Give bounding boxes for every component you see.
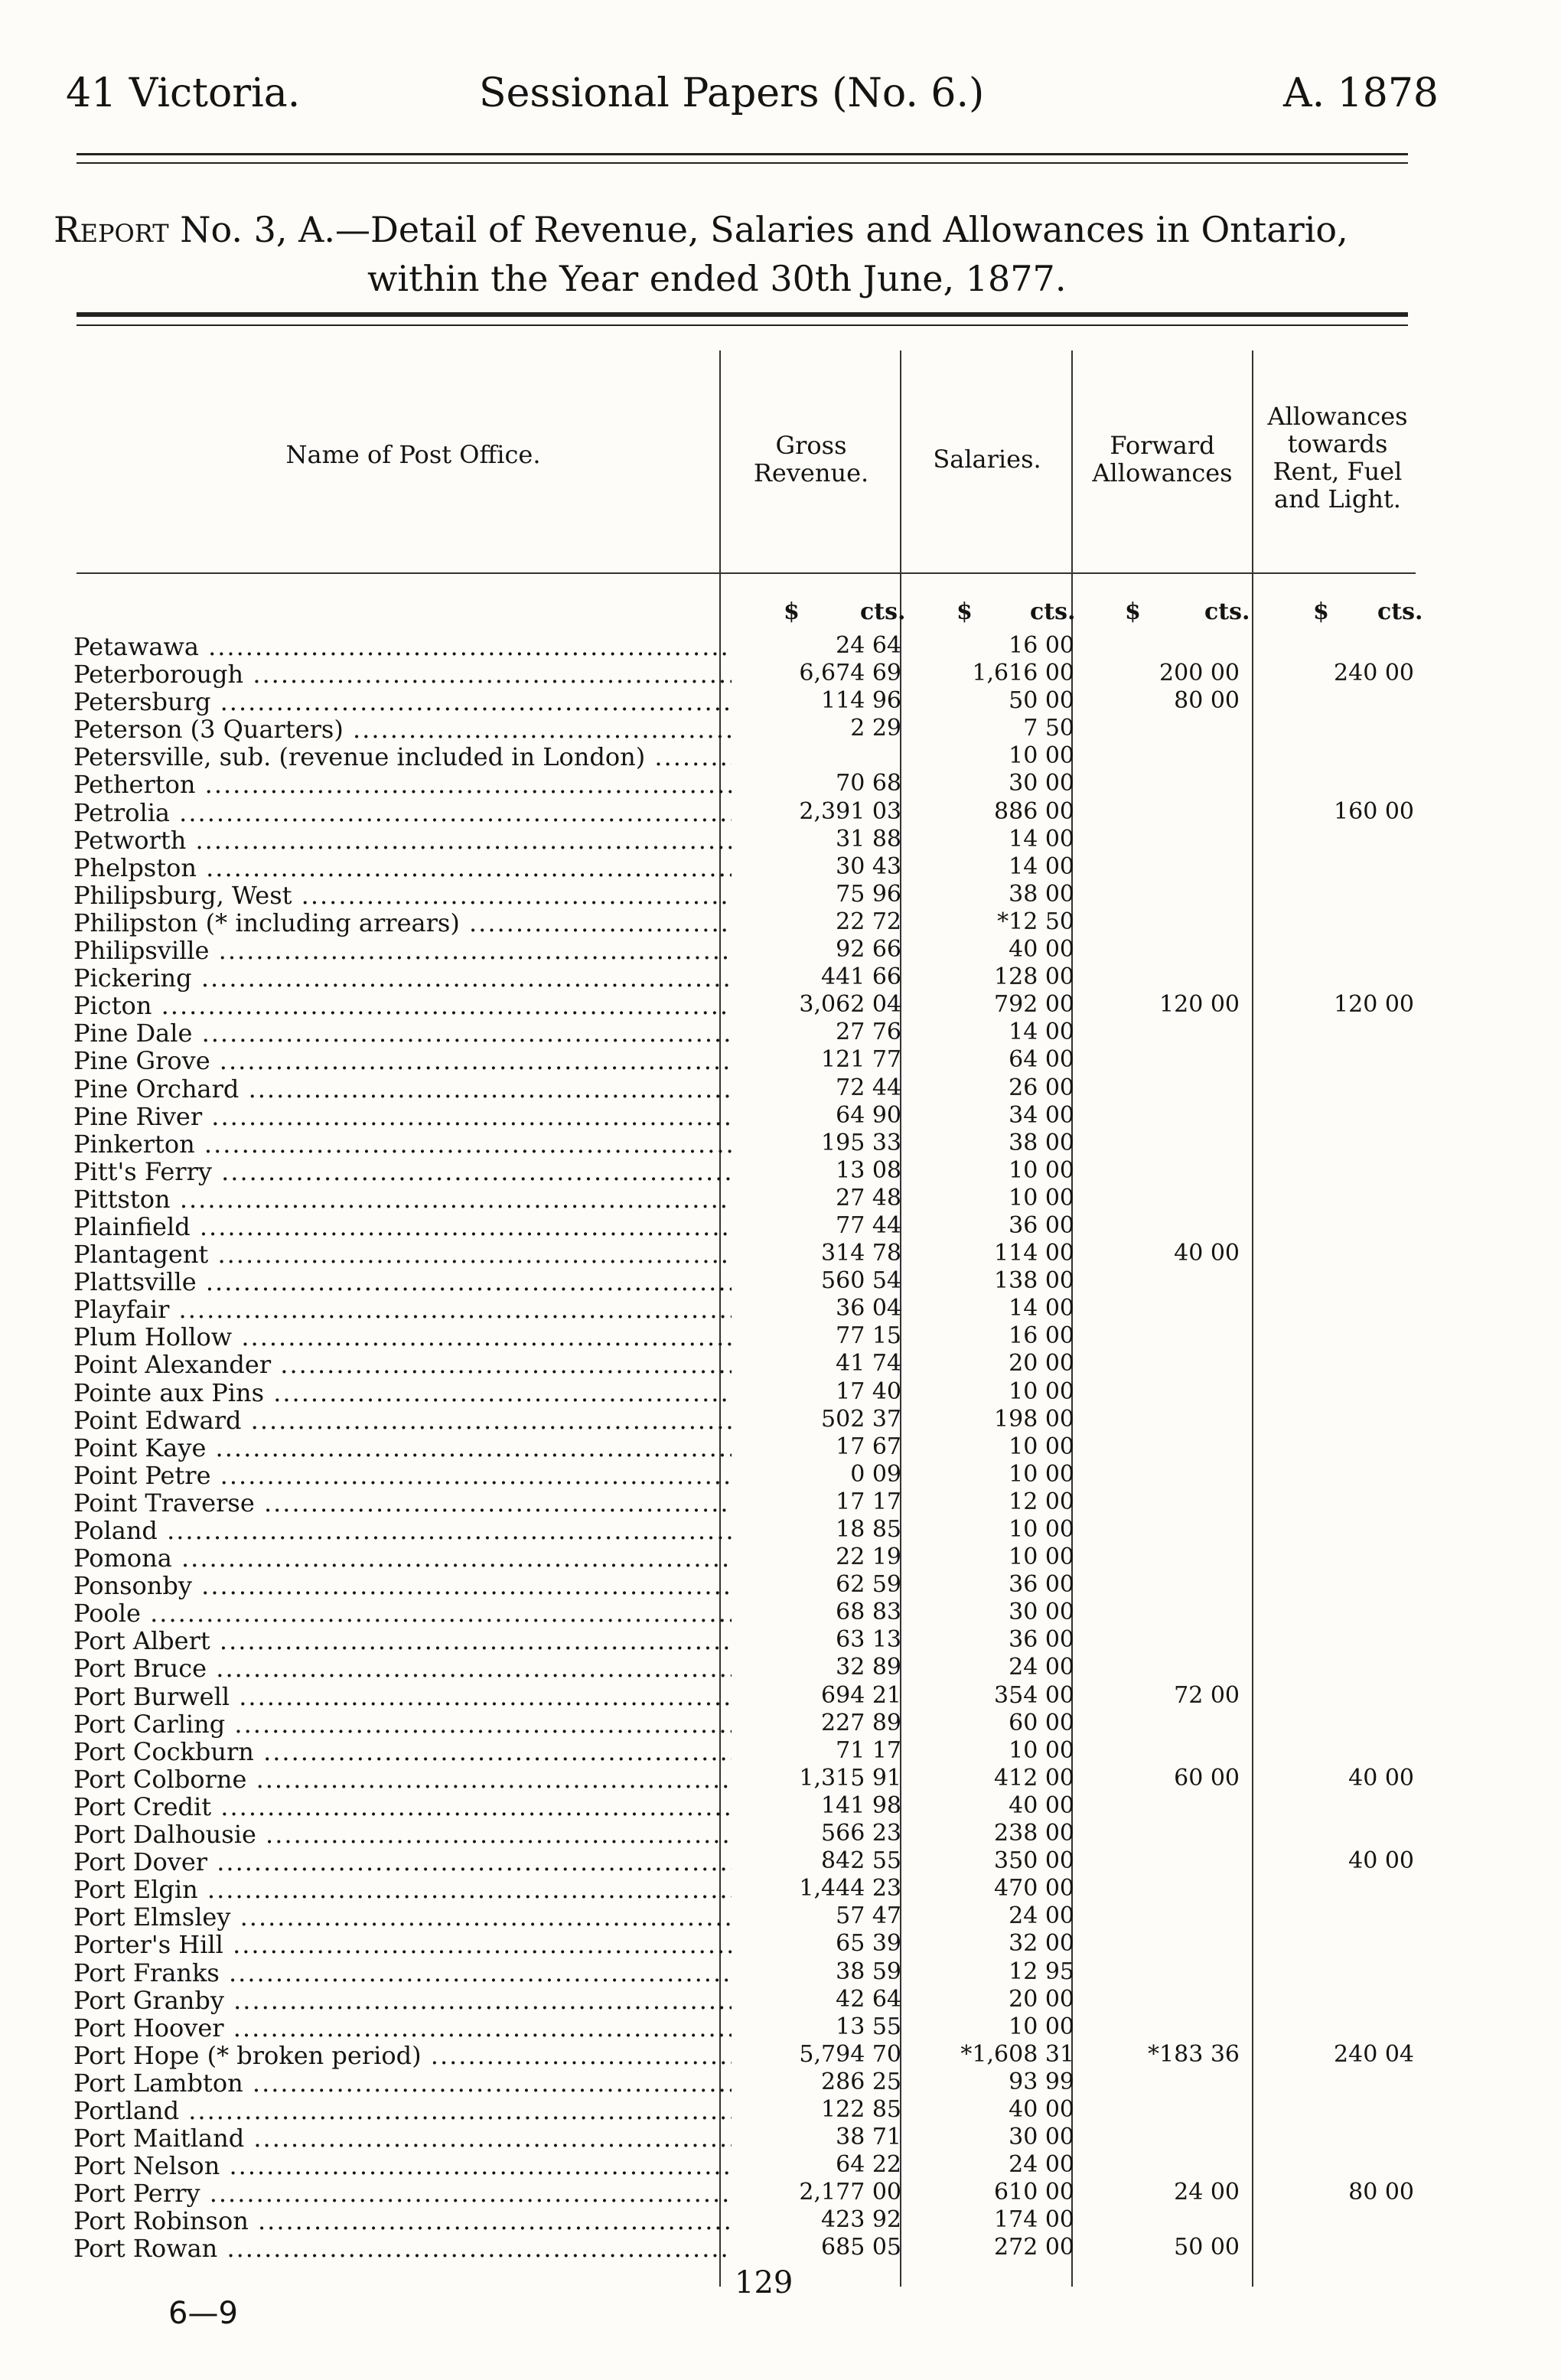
salaries: 30 00 bbox=[1009, 2124, 1074, 2151]
salaries: 30 00 bbox=[1009, 1599, 1074, 1626]
table-row bbox=[0, 2041, 1561, 2069]
post-office-name: Poland ..... bbox=[73, 1516, 732, 1545]
table-row bbox=[0, 715, 1561, 745]
post-office-name: Plainfield ..... bbox=[73, 1212, 732, 1241]
post-office-name: Plantagent ..... bbox=[73, 1240, 732, 1269]
report-label: Report bbox=[54, 209, 169, 250]
col-head-gross bbox=[727, 432, 895, 487]
post-office-name: Port Robinson ..... bbox=[73, 2206, 732, 2235]
salaries: 14 00 bbox=[1009, 1019, 1074, 1046]
table-row bbox=[0, 826, 1561, 853]
table-row bbox=[0, 1682, 1561, 1710]
post-office-name: Port Bruce ..... bbox=[73, 1654, 732, 1683]
gross-revenue: 92 66 bbox=[836, 936, 901, 963]
table-row bbox=[0, 742, 1561, 770]
salaries: 10 00 bbox=[1009, 742, 1074, 770]
post-office-name: Petersville, sub. (revenue included in London) ..... bbox=[73, 742, 732, 771]
salaries: 470 00 bbox=[994, 1875, 1074, 1902]
salaries: 36 00 bbox=[1009, 1211, 1074, 1239]
post-office-name: Ponsonby ..... bbox=[73, 1571, 732, 1600]
salaries: *1,608 31 bbox=[960, 2040, 1074, 2068]
table-row bbox=[0, 991, 1561, 1019]
rent-fuel-allowances: 40 00 bbox=[1348, 1847, 1414, 1875]
table-row bbox=[0, 1406, 1561, 1433]
salaries: 10 00 bbox=[1009, 1460, 1074, 1488]
salaries: 138 00 bbox=[994, 1267, 1074, 1295]
table-row bbox=[0, 2096, 1561, 2124]
gross-revenue: 1,444 23 bbox=[799, 1875, 901, 1902]
table-row bbox=[0, 632, 1561, 660]
table-row bbox=[0, 963, 1561, 991]
post-office-name: Point Alexander ..... bbox=[73, 1350, 732, 1379]
salaries: 350 00 bbox=[994, 1847, 1074, 1875]
salaries: 1,616 00 bbox=[972, 660, 1074, 687]
gross-revenue: 63 13 bbox=[836, 1626, 901, 1654]
table-row bbox=[0, 936, 1561, 966]
rent-fuel-allowances: 240 00 bbox=[1334, 660, 1414, 687]
table-row bbox=[0, 1765, 1561, 1792]
forward-allowances: 60 00 bbox=[1174, 1764, 1240, 1792]
report-title bbox=[54, 205, 1416, 303]
post-office-name: Poole ..... bbox=[73, 1599, 732, 1628]
gross-revenue: 2,391 03 bbox=[799, 797, 901, 825]
table-row bbox=[0, 1350, 1561, 1380]
table-row bbox=[0, 1267, 1561, 1295]
unit-dollar-allow: $ bbox=[1313, 598, 1329, 625]
forward-allowances: 120 00 bbox=[1159, 991, 1240, 1019]
post-office-name: Plum Hollow ..... bbox=[73, 1322, 732, 1351]
gross-revenue: 41 74 bbox=[836, 1350, 901, 1377]
table-row bbox=[0, 1571, 1561, 1599]
forward-allowances: *183 36 bbox=[1148, 2040, 1240, 2068]
table-row bbox=[0, 1737, 1561, 1765]
col-head-allow-4: and Light. bbox=[1274, 484, 1401, 513]
rent-fuel-allowances: 160 00 bbox=[1334, 797, 1414, 825]
salaries: 238 00 bbox=[994, 1820, 1074, 1847]
post-office-name: Port Dalhousie ..... bbox=[73, 1820, 732, 1849]
post-office-name: Port Hope (* broken period) ..... bbox=[73, 2041, 732, 2070]
forward-allowances: 200 00 bbox=[1159, 660, 1240, 687]
gross-revenue: 77 44 bbox=[836, 1211, 901, 1239]
salaries: 32 00 bbox=[1009, 1930, 1074, 1958]
post-office-name: Pine Orchard ..... bbox=[73, 1074, 732, 1104]
post-office-name: Port Colborne ..... bbox=[73, 1765, 732, 1794]
salaries: 60 00 bbox=[1009, 1709, 1074, 1736]
salaries: 10 00 bbox=[1009, 2013, 1074, 2040]
header-rule bbox=[77, 153, 1408, 155]
unit-dollar-forward: $ bbox=[1125, 598, 1141, 625]
forward-allowances: 40 00 bbox=[1174, 1240, 1240, 1267]
gross-revenue: 13 08 bbox=[836, 1156, 901, 1184]
post-office-name: Petherton ..... bbox=[73, 770, 732, 799]
salaries: 10 00 bbox=[1009, 1377, 1074, 1405]
gross-revenue: 2,177 00 bbox=[799, 2179, 901, 2206]
salaries: 50 00 bbox=[1009, 687, 1074, 715]
post-office-name: Pinkerton ..... bbox=[73, 1130, 732, 1159]
salaries: 10 00 bbox=[1009, 1516, 1074, 1543]
unit-dollar-salaries: $ bbox=[956, 598, 973, 625]
salaries: 40 00 bbox=[1009, 936, 1074, 963]
table-row bbox=[0, 881, 1561, 908]
gross-revenue: 13 55 bbox=[836, 2013, 901, 2040]
table-row bbox=[0, 1958, 1561, 1986]
gross-revenue: 685 05 bbox=[821, 2234, 901, 2261]
salaries: 12 00 bbox=[1009, 1488, 1074, 1515]
gross-revenue: 57 47 bbox=[836, 1902, 901, 1930]
salaries: 93 99 bbox=[1009, 2068, 1074, 2095]
gross-revenue: 71 17 bbox=[836, 1736, 901, 1764]
post-office-name: Port Maitland ..... bbox=[73, 2124, 732, 2153]
table-row bbox=[0, 1019, 1561, 1046]
gross-revenue: 6,674 69 bbox=[799, 660, 901, 687]
col-head-allow-1: Allowances bbox=[1267, 402, 1408, 431]
salaries: 16 00 bbox=[1009, 632, 1074, 659]
post-office-name: Phelpston ..... bbox=[73, 853, 732, 882]
gross-revenue: 24 64 bbox=[836, 632, 901, 659]
post-office-name: Petworth ..... bbox=[73, 826, 732, 855]
salaries: 38 00 bbox=[1009, 1129, 1074, 1156]
col-head-forward-2: Allowances bbox=[1092, 458, 1233, 487]
header-bottom-rule bbox=[77, 572, 1416, 574]
gross-revenue: 227 89 bbox=[821, 1709, 901, 1736]
header-session: 41 Victoria. bbox=[66, 70, 301, 116]
table-row bbox=[0, 2013, 1561, 2041]
rent-fuel-allowances: 240 04 bbox=[1334, 2040, 1414, 2068]
post-office-name: Philipston (* including arrears) ..... bbox=[73, 908, 732, 937]
salaries: 10 00 bbox=[1009, 1156, 1074, 1184]
title-rule bbox=[77, 312, 1408, 317]
post-office-name: Pitt's Ferry ..... bbox=[73, 1157, 732, 1186]
table-row bbox=[0, 798, 1561, 826]
unit-cts-salaries: cts. bbox=[1030, 598, 1076, 625]
col-head-allow-3: Rent, Fuel bbox=[1273, 457, 1403, 486]
post-office-name: Port Carling ..... bbox=[73, 1710, 732, 1739]
gross-revenue: 36 04 bbox=[836, 1295, 901, 1322]
col-head-allowances bbox=[1253, 403, 1422, 513]
header-year: A. 1878 bbox=[1283, 70, 1439, 116]
table-row bbox=[0, 1599, 1561, 1629]
post-office-name: Petrolia ..... bbox=[73, 798, 732, 827]
post-office-name: Port Albert ..... bbox=[73, 1626, 732, 1655]
forward-allowances: 24 00 bbox=[1174, 2179, 1240, 2206]
table-row bbox=[0, 1378, 1561, 1406]
gross-revenue: 17 40 bbox=[836, 1377, 901, 1405]
gross-revenue: 38 59 bbox=[836, 1958, 901, 1985]
salaries: 114 00 bbox=[994, 1240, 1074, 1267]
gross-revenue: 121 77 bbox=[821, 1046, 901, 1074]
salaries: 40 00 bbox=[1009, 1792, 1074, 1819]
post-office-name: Philipsville ..... bbox=[73, 936, 732, 965]
salaries: 128 00 bbox=[994, 963, 1074, 991]
gross-revenue: 114 96 bbox=[821, 687, 901, 715]
table-row bbox=[0, 1157, 1561, 1185]
gross-revenue: 64 90 bbox=[836, 1101, 901, 1129]
gross-revenue: 441 66 bbox=[821, 963, 901, 991]
col-head-forward-1: Forward bbox=[1110, 431, 1215, 460]
table-row bbox=[0, 2179, 1561, 2209]
table-row bbox=[0, 1626, 1561, 1654]
post-office-name: Pomona ..... bbox=[73, 1544, 732, 1573]
table-row bbox=[0, 2151, 1561, 2179]
salaries: 412 00 bbox=[994, 1764, 1074, 1792]
post-office-name: Port Hoover ..... bbox=[73, 2013, 732, 2043]
gross-revenue: 423 92 bbox=[821, 2206, 901, 2234]
salaries: 354 00 bbox=[994, 1681, 1074, 1709]
forward-allowances: 72 00 bbox=[1174, 1681, 1240, 1709]
post-office-name: Port Elmsley ..... bbox=[73, 1902, 732, 1932]
post-office-name: Port Franks ..... bbox=[73, 1958, 732, 1987]
salaries: 20 00 bbox=[1009, 1350, 1074, 1377]
post-office-name: Port Credit ..... bbox=[73, 1792, 732, 1821]
table-row bbox=[0, 2069, 1561, 2096]
gross-revenue: 842 55 bbox=[821, 1847, 901, 1875]
post-office-name: Porter's Hill ..... bbox=[73, 1930, 732, 1959]
table-row bbox=[0, 1074, 1561, 1102]
header-papers: Sessional Papers (No. 6.) bbox=[479, 70, 985, 116]
forward-allowances: 80 00 bbox=[1174, 687, 1240, 715]
post-office-name: Peterson (3 Quarters) ..... bbox=[73, 715, 732, 744]
table-row bbox=[0, 1654, 1561, 1684]
gross-revenue: 32 89 bbox=[836, 1654, 901, 1681]
revenue-table bbox=[0, 350, 1561, 2310]
page-header bbox=[66, 70, 1439, 132]
title-rule-thin bbox=[77, 324, 1408, 326]
post-office-name: Point Edward ..... bbox=[73, 1406, 732, 1435]
table-body bbox=[0, 632, 1561, 2262]
salaries: 40 00 bbox=[1009, 2095, 1074, 2123]
table-row bbox=[0, 1792, 1561, 1820]
table-row bbox=[0, 687, 1561, 715]
header-rule-thin bbox=[77, 162, 1408, 164]
post-office-name: Port Perry ..... bbox=[73, 2179, 732, 2208]
gross-revenue: 195 33 bbox=[821, 1129, 901, 1156]
table-row bbox=[0, 1185, 1561, 1212]
gross-revenue: 72 44 bbox=[836, 1074, 901, 1101]
salaries: 24 00 bbox=[1009, 1654, 1074, 1681]
salaries: 610 00 bbox=[994, 2179, 1074, 2206]
gross-revenue: 286 25 bbox=[821, 2068, 901, 2095]
post-office-name: Port Dover ..... bbox=[73, 1847, 732, 1876]
gross-revenue: 70 68 bbox=[836, 770, 901, 797]
gross-revenue: 122 85 bbox=[821, 2095, 901, 2123]
salaries: 174 00 bbox=[994, 2206, 1074, 2234]
gross-revenue: 502 37 bbox=[821, 1405, 901, 1433]
gross-revenue: 31 88 bbox=[836, 825, 901, 853]
col-head-name: Name of Post Office. bbox=[285, 440, 541, 469]
gross-revenue: 30 43 bbox=[836, 853, 901, 880]
table-row bbox=[0, 2234, 1561, 2264]
col-head-salaries: Salaries. bbox=[933, 445, 1041, 474]
post-office-name: Pine Grove ..... bbox=[73, 1046, 732, 1075]
col-head-allow-2: towards bbox=[1287, 429, 1388, 458]
salaries: 10 00 bbox=[1009, 1736, 1074, 1764]
post-office-name: Port Rowan ..... bbox=[73, 2234, 732, 2263]
post-office-name: Port Nelson ..... bbox=[73, 2151, 732, 2180]
post-office-name: Pickering ..... bbox=[73, 963, 732, 993]
salaries: 36 00 bbox=[1009, 1571, 1074, 1599]
post-office-name: Pine River ..... bbox=[73, 1102, 732, 1131]
table-row bbox=[0, 1240, 1561, 1270]
table-row bbox=[0, 1488, 1561, 1516]
post-office-name: Port Granby ..... bbox=[73, 1986, 732, 2015]
gross-revenue: 77 15 bbox=[836, 1322, 901, 1350]
col-head-gross-1: Gross bbox=[775, 431, 847, 460]
unit-cts-forward: cts. bbox=[1204, 598, 1250, 625]
table-row bbox=[0, 1433, 1561, 1461]
page-number: 129 bbox=[735, 2265, 794, 2300]
salaries: 7 50 bbox=[1023, 715, 1074, 742]
table-row bbox=[0, 1902, 1561, 1930]
salaries: 30 00 bbox=[1009, 770, 1074, 797]
salaries: 24 00 bbox=[1009, 2151, 1074, 2179]
gross-revenue: 64 22 bbox=[836, 2151, 901, 2179]
table-row bbox=[0, 1930, 1561, 1958]
salaries: 14 00 bbox=[1009, 825, 1074, 853]
gross-revenue: 1,315 91 bbox=[799, 1764, 901, 1792]
post-office-name: Peterborough ..... bbox=[73, 660, 732, 689]
unit-cts-gross: cts. bbox=[860, 598, 906, 625]
post-office-name: Point Petre ..... bbox=[73, 1461, 732, 1490]
post-office-name: Playfair ..... bbox=[73, 1295, 732, 1324]
table-row bbox=[0, 1986, 1561, 2013]
salaries: 64 00 bbox=[1009, 1046, 1074, 1074]
table-row bbox=[0, 853, 1561, 881]
rent-fuel-allowances: 80 00 bbox=[1348, 2179, 1414, 2206]
rent-fuel-allowances: 40 00 bbox=[1348, 1764, 1414, 1792]
post-office-name: Philipsburg, West ..... bbox=[73, 881, 732, 910]
gross-revenue: 42 64 bbox=[836, 1985, 901, 2013]
gross-revenue: 2 29 bbox=[850, 715, 901, 742]
table-row bbox=[0, 1875, 1561, 1905]
salaries: 14 00 bbox=[1009, 1295, 1074, 1322]
table-row bbox=[0, 2206, 1561, 2234]
gross-revenue: 17 67 bbox=[836, 1433, 901, 1460]
table-row bbox=[0, 1322, 1561, 1350]
salaries: 36 00 bbox=[1009, 1626, 1074, 1654]
post-office-name: Petawawa ..... bbox=[73, 632, 732, 661]
table-row bbox=[0, 1295, 1561, 1325]
post-office-name: Port Elgin ..... bbox=[73, 1875, 732, 1904]
col-head-forward bbox=[1073, 432, 1252, 487]
salaries: 20 00 bbox=[1009, 1985, 1074, 2013]
gross-revenue: 27 48 bbox=[836, 1184, 901, 1211]
gross-revenue: 17 17 bbox=[836, 1488, 901, 1515]
post-office-name: Point Kaye ..... bbox=[73, 1433, 732, 1462]
post-office-name: Picton ..... bbox=[73, 991, 732, 1020]
gross-revenue: 566 23 bbox=[821, 1820, 901, 1847]
salaries: 272 00 bbox=[994, 2234, 1074, 2261]
gross-revenue: 0 09 bbox=[850, 1460, 901, 1488]
gross-revenue: 5,794 70 bbox=[799, 2040, 901, 2068]
table-row bbox=[0, 1461, 1561, 1488]
post-office-name: Plattsville ..... bbox=[73, 1267, 732, 1296]
table-row bbox=[0, 2124, 1561, 2151]
post-office-name: Port Burwell ..... bbox=[73, 1682, 732, 1711]
gross-revenue: 560 54 bbox=[821, 1267, 901, 1295]
gross-revenue: 3,062 04 bbox=[799, 991, 901, 1019]
table-row bbox=[0, 1847, 1561, 1875]
gross-revenue: 27 76 bbox=[836, 1019, 901, 1046]
rent-fuel-allowances: 120 00 bbox=[1334, 991, 1414, 1019]
gross-revenue: 141 98 bbox=[821, 1792, 901, 1819]
table-row bbox=[0, 1710, 1561, 1737]
report-title-line2: within the Year ended 30th June, 1877. bbox=[367, 258, 1067, 299]
table-row bbox=[0, 660, 1561, 690]
table-row bbox=[0, 1130, 1561, 1157]
salaries: 10 00 bbox=[1009, 1544, 1074, 1571]
post-office-name: Pittston ..... bbox=[73, 1185, 732, 1214]
unit-dollar-gross: $ bbox=[784, 598, 800, 625]
gross-revenue: 314 78 bbox=[821, 1240, 901, 1267]
gross-revenue: 22 19 bbox=[836, 1544, 901, 1571]
gross-revenue: 694 21 bbox=[821, 1681, 901, 1709]
table-row bbox=[0, 770, 1561, 800]
gross-revenue: 62 59 bbox=[836, 1571, 901, 1599]
salaries: *12 50 bbox=[997, 908, 1074, 935]
gross-revenue: 18 85 bbox=[836, 1516, 901, 1543]
salaries: 10 00 bbox=[1009, 1433, 1074, 1460]
post-office-name: Petersburg ..... bbox=[73, 687, 732, 716]
post-office-name: Port Cockburn ..... bbox=[73, 1737, 732, 1766]
post-office-name: Portland ..... bbox=[73, 2096, 732, 2125]
salaries: 198 00 bbox=[994, 1405, 1074, 1433]
table-row bbox=[0, 1102, 1561, 1130]
table-row bbox=[0, 1046, 1561, 1074]
table-row bbox=[0, 908, 1561, 936]
table-row bbox=[0, 1516, 1561, 1544]
post-office-name: Pointe aux Pins ..... bbox=[73, 1378, 732, 1407]
forward-allowances: 50 00 bbox=[1174, 2234, 1240, 2261]
table-row bbox=[0, 1212, 1561, 1240]
salaries: 14 00 bbox=[1009, 853, 1074, 880]
gross-revenue: 22 72 bbox=[836, 908, 901, 935]
salaries: 792 00 bbox=[994, 991, 1074, 1019]
salaries: 34 00 bbox=[1009, 1101, 1074, 1129]
post-office-name: Port Lambton ..... bbox=[73, 2069, 732, 2098]
gross-revenue: 65 39 bbox=[836, 1930, 901, 1958]
salaries: 38 00 bbox=[1009, 880, 1074, 908]
salaries: 16 00 bbox=[1009, 1322, 1074, 1350]
salaries: 26 00 bbox=[1009, 1074, 1074, 1101]
table-row bbox=[0, 1820, 1561, 1850]
gross-revenue: 75 96 bbox=[836, 880, 901, 908]
sheet-reference: 6—9 bbox=[168, 2296, 238, 2331]
unit-cts-allow: cts. bbox=[1377, 598, 1423, 625]
gross-revenue: 38 71 bbox=[836, 2124, 901, 2151]
salaries: 12 95 bbox=[1009, 1958, 1074, 1985]
post-office-name: Pine Dale ..... bbox=[73, 1019, 732, 1048]
col-head-gross-2: Revenue. bbox=[753, 458, 869, 487]
gross-revenue: 68 83 bbox=[836, 1599, 901, 1626]
salaries: 886 00 bbox=[994, 797, 1074, 825]
table-row bbox=[0, 1544, 1561, 1571]
post-office-name: Point Traverse ..... bbox=[73, 1488, 732, 1518]
salaries: 24 00 bbox=[1009, 1902, 1074, 1930]
report-title-line1: No. 3, A.—Detail of Revenue, Salaries and Allowances in Ontario, bbox=[180, 209, 1348, 250]
salaries: 10 00 bbox=[1009, 1184, 1074, 1211]
